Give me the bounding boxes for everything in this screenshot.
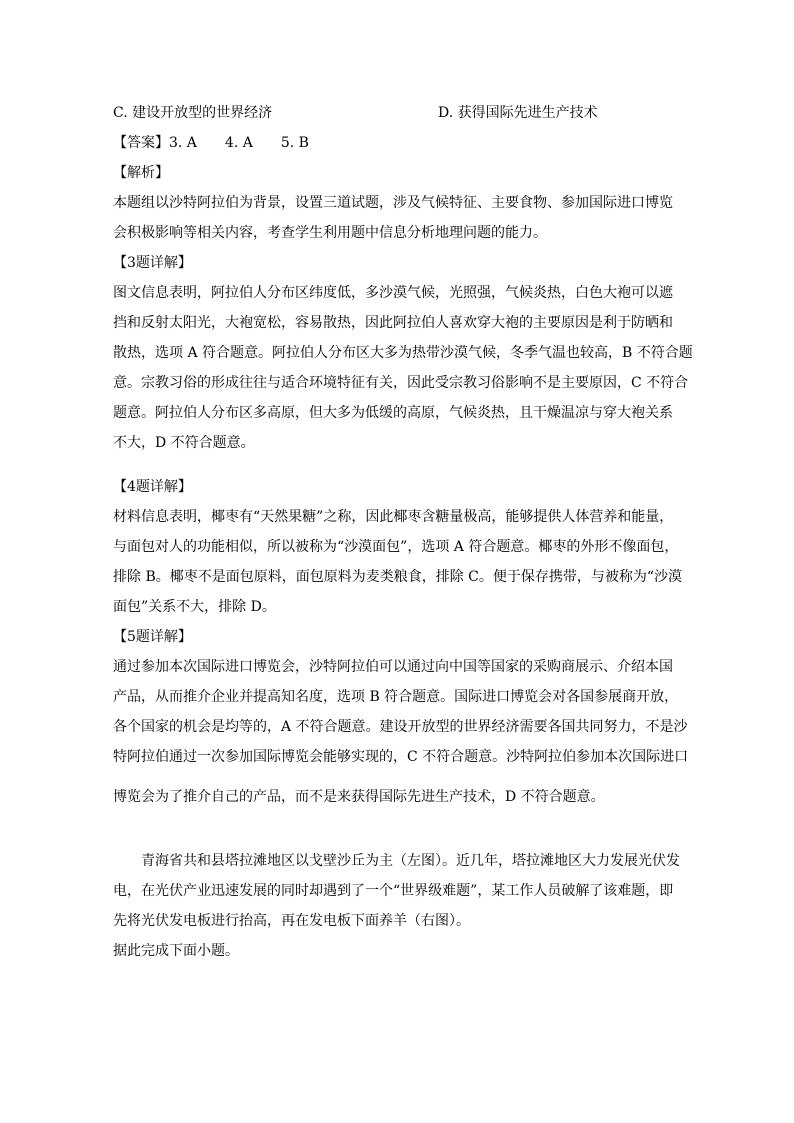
q5-text-line: 博览会为了推介自己的产品，而不是来获得国际先进生产技术，D 不符合题意。 [113,789,605,805]
q5-text-line: 产品，从而推介企业并提高知名度，选项 B 符合题意。国际进口博览会对各国参展商开放， [113,689,679,705]
q4-text-line: 面包”关系不大，排除 D。 [113,599,276,615]
q5-text-line: 通过参加本次国际进口博览会，沙特阿拉伯可以通过向中国等国家的采购商展示、介绍本国 [113,659,673,675]
q4-heading: 【4题详解】 [113,479,192,495]
q3-text-line: 不大，D 不符合题意。 [113,435,255,451]
option-d: D. 获得国际先进生产技术 [438,105,598,121]
q4-text-line: 排除 B。椰枣不是面包原料，面包原料为麦类粮食，排除 C。便于保存携带，与被称为“沙漠 [113,569,683,585]
q3-text-line: 意。宗教习俗的形成往往与适合环境特征有关，因此受宗教习俗影响不是主要原因，C 不符合 [113,375,689,391]
q4-text-line: 与面包对人的功能相似，所以被称为“沙漠面包”，选项 A 符合题意。椰枣的外形不像面包， [113,539,679,555]
material-text-line: 电，在光伏产业迅速发展的同时却遇到了一个“世界级难题”，某工作人员破解了该难题，即 [113,883,674,899]
q3-text-line: 散热，选项 A 符合题意。阿拉伯人分布区大多为热带沙漠气候，冬季气温也较高，B 不符合题 [113,345,693,361]
q5-heading: 【5题详解】 [113,629,192,645]
material-text-line: 先将光伏发电板进行抬高，再在发电板下面养羊（右图）。 [113,913,470,929]
material-text-line: 据此完成下面小题。 [113,943,239,959]
answer-line: 【答案】3. A 4. A 5. B [113,135,309,151]
q3-text-line: 题意。阿拉伯人分布区多高原，但大多为低缓的高原，气候炎热，且干燥温凉与穿大袍关系 [113,405,673,421]
analysis-heading: 【解析】 [113,165,169,181]
option-c: C. 建设开放型的世界经济 [113,105,273,121]
q3-heading: 【3题详解】 [113,255,192,271]
analysis-text-line: 本题组以沙特阿拉伯为背景，设置三道试题，涉及气候特征、主要食物、参加国际进口博览 [113,195,673,211]
q4-text-line: 材料信息表明，椰枣有“天然果糖”之称，因此椰枣含糖量极高，能够提供人体营养和能量， [113,509,674,525]
material-text-line: 青海省共和县塔拉滩地区以戈壁沙丘为主（左图）。近几年，塔拉滩地区大力发展光伏发 [113,853,680,869]
q3-text-line: 挡和反射太阳光，大袍宽松，容易散热，因此阿拉伯人喜欢穿大袍的主要原因是利于防晒和 [113,315,673,331]
analysis-text-line: 会积极影响等相关内容，考查学生利用题中信息分析地理问题的能力。 [113,225,547,241]
q3-text-line: 图文信息表明，阿拉伯人分布区纬度低，多沙漠气候，光照强，气候炎热，白色大袍可以遮 [113,285,673,301]
q5-text-line: 各个国家的机会是均等的，A 不符合题意。建设开放型的世界经济需要各国共同努力，不是沙 [113,719,688,735]
q5-text-line: 特阿拉伯通过一次参加国际博览会能够实现的，C 不符合题意。沙特阿拉伯参加本次国际进口 [113,749,689,765]
